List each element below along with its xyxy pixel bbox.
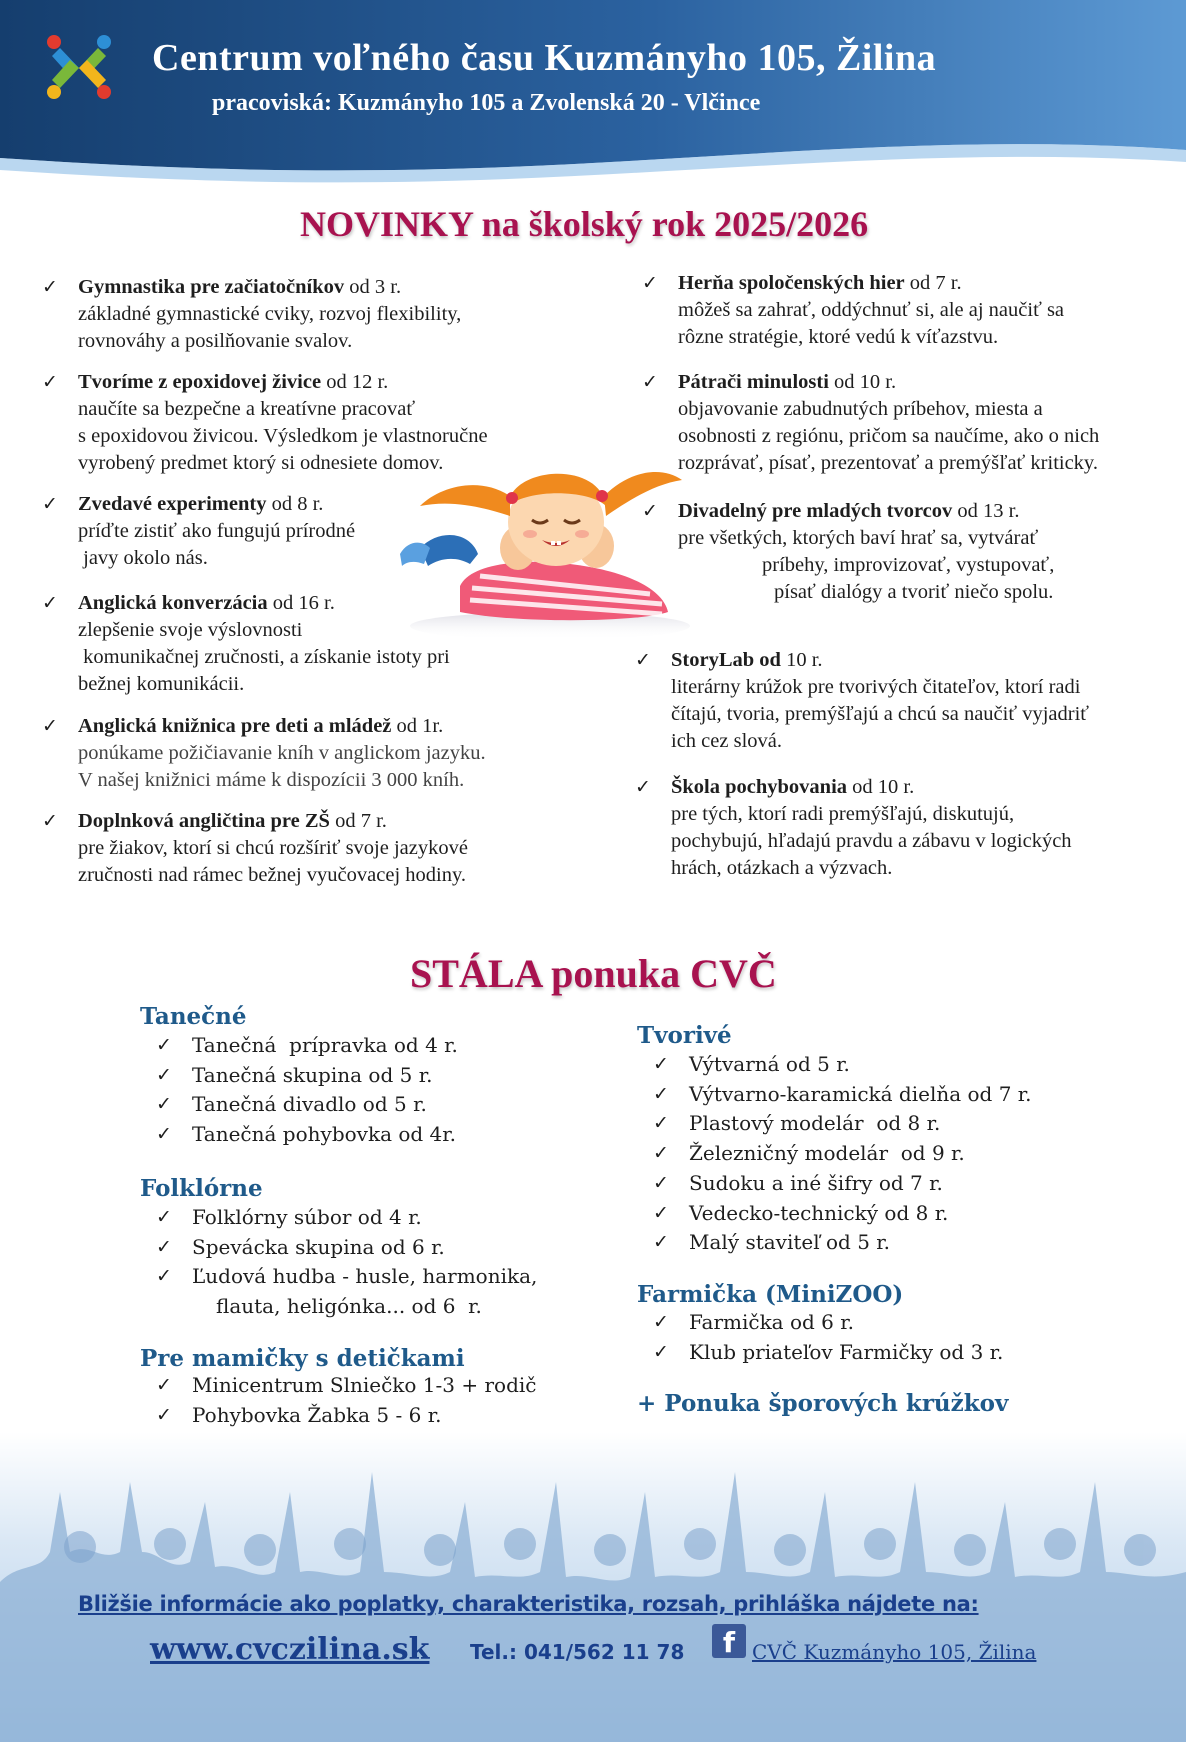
- check-icon: ✓: [653, 1201, 669, 1224]
- list-item: [156, 1371, 536, 1401]
- list-item: [156, 1401, 536, 1431]
- check-icon: ✓: [156, 1374, 172, 1396]
- category-dance: Tanečné: [140, 1003, 247, 1030]
- news-item-age: od 10 r.: [847, 776, 915, 798]
- news-item-age: od 10 r.: [828, 371, 897, 393]
- category-folklore: Folklórne: [140, 1175, 263, 1202]
- list-item-label: Tanečná pohybovka od 4r.: [192, 1122, 457, 1147]
- check-icon: ✓: [156, 1063, 172, 1086]
- news-item-desc: rovnováhy a posilňovanie svalov.: [78, 330, 353, 352]
- list-item-label: Tanečná divadlo od 5 r.: [192, 1092, 427, 1117]
- check-icon: ✓: [653, 1231, 669, 1254]
- list-item: [653, 1199, 1032, 1229]
- news-item-name: Zvedavé experimenty: [78, 493, 267, 515]
- list-item: [156, 1233, 537, 1263]
- news-item-desc: vyrobený predmet ktorý si odnesiete domov.: [78, 452, 444, 474]
- list-item-continuation: [156, 1292, 537, 1322]
- news-item-experiments: [42, 491, 356, 572]
- check-icon: ✓: [42, 371, 58, 393]
- phone-number: Tel.: 041/562 11 78: [470, 1640, 685, 1664]
- news-item-desc: príbehy, improvizovať, vystupovať,: [762, 554, 1055, 576]
- list-item-label: flauta, heligónka... od 6 r.: [216, 1294, 482, 1319]
- news-item-age: od 7 r.: [904, 272, 962, 294]
- check-icon: ✓: [42, 592, 58, 614]
- header-subtitle: pracoviská: Kuzmányho 105 a Zvolenská 20 - Vlčince: [212, 90, 761, 116]
- check-icon: ✓: [642, 371, 658, 393]
- list-item-label: Klub priateľov Farmičky od 3 r.: [689, 1339, 1004, 1364]
- news-item-name: Pátrači minulosti: [678, 371, 829, 393]
- list-item-label: Železničný modelár od 9 r.: [689, 1141, 965, 1166]
- list-item: [156, 1203, 537, 1233]
- news-item-english-library: [42, 713, 486, 794]
- list-item: [653, 1308, 1003, 1338]
- news-item-age: od 7 r.: [329, 810, 387, 832]
- check-icon: ✓: [653, 1311, 669, 1333]
- check-icon: ✓: [653, 1340, 669, 1363]
- news-item-desc: s epoxidovou živicou. Výsledkom je vlastnoručne: [78, 425, 488, 447]
- category-farm-list: [653, 1308, 1003, 1367]
- check-icon: ✓: [156, 1206, 172, 1228]
- cvc-logo-icon: [40, 30, 118, 106]
- check-icon: ✓: [642, 272, 658, 294]
- category-creative: Tvorivé: [637, 1022, 732, 1049]
- news-item-desc: zručnosti nad rámec bežnej vyučovacej hodiny.: [78, 864, 467, 886]
- news-item-desc: môžeš sa zahrať, oddýchnuť si, ale aj naučiť sa: [678, 299, 1065, 321]
- check-icon: ✓: [653, 1171, 669, 1194]
- news-section-title: NOVINKY na školský rok 2025/2026: [300, 204, 869, 244]
- news-item-name: Tvoríme z epoxidovej živice: [78, 371, 322, 393]
- list-item-label: Malý staviteľ od 5 r.: [689, 1230, 891, 1255]
- news-item-desc: hrách, otázkach a výzvach.: [671, 857, 893, 879]
- girl-illustration: [400, 436, 690, 642]
- check-icon: ✓: [156, 1403, 172, 1426]
- news-item-age: 10 r.: [780, 649, 823, 671]
- list-item: [156, 1120, 458, 1150]
- news-item-desc: základné gymnastické cviky, rozvoj flexibility,: [78, 303, 462, 325]
- list-item-label: Farmička od 6 r.: [689, 1310, 854, 1334]
- list-item-label: Spevácka skupina od 6 r.: [192, 1234, 445, 1259]
- category-folklore-list: [156, 1203, 537, 1322]
- check-icon: ✓: [156, 1235, 172, 1258]
- list-item-label: Vedecko-technický od 8 r.: [689, 1200, 949, 1225]
- news-item-storylab: [635, 647, 1090, 755]
- list-item: [653, 1338, 1003, 1368]
- list-item-label: Pohybovka Žabka 5 - 6 r.: [192, 1402, 442, 1427]
- news-item-desc: príďte zistiť ako fungujú prírodné: [78, 520, 356, 542]
- news-item-desc: literárny krúžok pre tvorivých čitateľov, ktorí radi: [671, 676, 1081, 698]
- news-item-desc: ponúkame požičiavanie kníh v anglickom jazyku.: [78, 742, 486, 764]
- check-icon: ✓: [156, 1123, 172, 1146]
- check-icon: ✓: [42, 493, 58, 515]
- news-item-doubt-school: [635, 774, 1072, 882]
- news-item-age: od 16 r.: [267, 592, 335, 614]
- news-item-desc: javy okolo nás.: [78, 547, 208, 569]
- list-item: [653, 1228, 1032, 1258]
- news-item-desc: bežnej komunikácii.: [78, 673, 245, 695]
- list-item: [156, 1262, 537, 1292]
- news-item-gymnastics: [42, 274, 462, 355]
- check-icon: ✓: [635, 776, 651, 798]
- news-item-history: [642, 369, 1100, 477]
- footer-crowd-background: [0, 1432, 1186, 1742]
- news-item-desc: písať dialógy a tvoriť niečo spolu.: [774, 581, 1054, 603]
- news-item-desc: osobnosti z regiónu, pričom sa naučíme, ako o nich: [678, 425, 1100, 447]
- list-item-label: Výtvarno-karamická dielňa od 7 r.: [689, 1081, 1032, 1106]
- news-item-desc: zlepšenie svoje výslovnosti: [78, 619, 303, 641]
- news-item-name: Gymnastika pre začiatočníkov: [78, 276, 345, 298]
- footer-info-text: Bližšie informácie ako poplatky, charakteristika, rozsah, prihláška nájdete na:: [78, 1592, 979, 1616]
- news-item-desc: ich cez slová.: [671, 730, 782, 752]
- stable-section-title: STÁLA ponuka CVČ: [410, 951, 777, 996]
- list-item-label: Výtvarná od 5 r.: [689, 1052, 850, 1076]
- news-item-desc: čítajú, tvoria, premýšľajú a chcú sa naučiť vyjadriť: [671, 703, 1090, 725]
- check-icon: ✓: [156, 1034, 172, 1056]
- news-item-desc: V našej knižnici máme k dispozícii 3 000 kníh.: [78, 769, 465, 791]
- check-icon: ✓: [653, 1053, 669, 1075]
- list-item: [653, 1109, 1032, 1139]
- check-icon: ✓: [653, 1082, 669, 1105]
- list-item-label: Tanečná skupina od 5 r.: [192, 1062, 433, 1087]
- news-item-desc: pre všetkých, ktorých baví hrať sa, vytvárať: [678, 527, 1039, 549]
- check-icon: ✓: [156, 1093, 172, 1116]
- list-item-label: Ľudová hudba - husle, harmonika,: [192, 1264, 538, 1289]
- list-item-label: Plastový modelár od 8 r.: [689, 1111, 941, 1136]
- list-item: [653, 1050, 1032, 1080]
- news-item-extra-english: [42, 808, 468, 889]
- header-title: Centrum voľného času Kuzmányho 105, Žilina: [152, 37, 937, 79]
- news-item-name: Škola pochybovania: [671, 776, 848, 798]
- news-item-age: od 12 r.: [321, 371, 389, 393]
- news-item-desc: komunikačnej zručnosti, a získanie istoty pri: [78, 646, 450, 668]
- list-item-label: Tanečná prípravka od 4 r.: [192, 1033, 458, 1057]
- check-icon: ✓: [156, 1265, 172, 1288]
- facebook-link[interactable]: CVČ Kuzmányho 105, Žilina: [752, 1640, 1037, 1664]
- news-item-desc: objavovanie zabudnutých príbehov, miesta a: [678, 398, 1043, 420]
- category-farm: Farmička (MiniZOO): [637, 1281, 904, 1308]
- news-item-age: od 13 r.: [952, 500, 1020, 522]
- news-item-board-games: [642, 270, 1065, 351]
- news-item-name: Anglická knižnica pre deti a mládež: [78, 715, 392, 737]
- news-item-name: StoryLab od: [671, 649, 781, 671]
- extra-offer-sports: + Ponuka šporových krúžkov: [637, 1390, 1009, 1417]
- check-icon: ✓: [635, 649, 651, 671]
- news-item-name: Divadelný pre mladých tvorcov: [678, 500, 953, 522]
- category-dance-list: [156, 1031, 458, 1150]
- news-item-age: od 3 r.: [344, 276, 402, 298]
- category-mothers: Pre mamičky s detičkami: [140, 1345, 465, 1372]
- check-icon: ✓: [42, 715, 58, 737]
- news-item-name: Herňa spoločenských hier: [678, 272, 905, 294]
- check-icon: ✓: [653, 1112, 669, 1135]
- category-creative-list: [653, 1050, 1032, 1258]
- news-item-desc: naučíte sa bezpečne a kreatívne pracovať: [78, 398, 416, 420]
- check-icon: ✓: [653, 1142, 669, 1165]
- news-item-age: od 1r.: [391, 715, 444, 737]
- list-item: [156, 1061, 458, 1091]
- list-item-label: Sudoku a iné šifry od 7 r.: [689, 1170, 943, 1195]
- news-item-english-conversation: [42, 590, 450, 698]
- news-item-desc: pochybujú, hľadajú pravdu a zábavu v logických: [671, 830, 1072, 852]
- website-link[interactable]: www.cvczilina.sk: [150, 1632, 430, 1667]
- list-item: [653, 1169, 1032, 1199]
- check-icon: ✓: [42, 276, 58, 298]
- list-item: [653, 1080, 1032, 1110]
- news-item-desc: pre tých, ktorí radi premýšľajú, diskutujú,: [671, 803, 1015, 825]
- list-item: [653, 1139, 1032, 1169]
- news-item-desc: rozprávať, písať, prezentovať a premýšľať kriticky.: [678, 452, 1098, 474]
- list-item-label: Minicentrum Slniečko 1-3 + rodič: [192, 1373, 537, 1397]
- list-item: [156, 1090, 458, 1120]
- news-item-age: od 8 r.: [266, 493, 324, 515]
- check-icon: ✓: [642, 500, 658, 522]
- facebook-icon[interactable]: f: [712, 1624, 746, 1658]
- header-banner: [0, 0, 1186, 190]
- news-item-name: Doplnková angličtina pre ZŠ: [78, 810, 330, 832]
- list-item: [156, 1031, 458, 1061]
- list-item-label: Folklórny súbor od 4 r.: [192, 1205, 422, 1229]
- news-item-desc: rôzne stratégie, ktoré vedú k víťazstvu.: [678, 326, 999, 348]
- news-item-desc: pre žiakov, ktorí si chcú rozšíriť svoje jazykové: [78, 837, 468, 859]
- news-item-name: Anglická konverzácia: [78, 592, 268, 614]
- news-item-theatre: [642, 498, 1055, 606]
- check-icon: ✓: [42, 810, 58, 832]
